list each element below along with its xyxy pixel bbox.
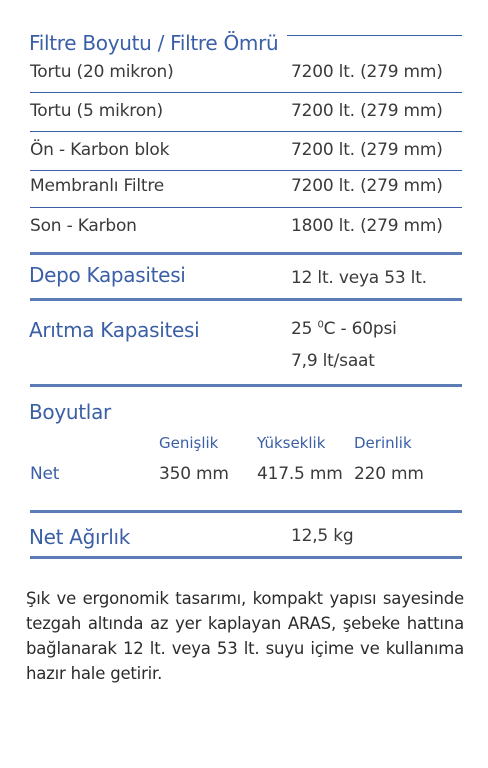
filter-row-value: 7200 lt. (279 mm) [291,62,443,82]
filter-row-value: 7200 lt. (279 mm) [291,101,443,121]
section-divider [30,252,462,255]
product-description: Şık ve ergonomik tasarımı, kompakt yapısı sayesinde tezgah altında az yer kaplayan ARAS, şebeke hattına bağlanarak 12 lt. veya 53 lt. suyu içime ve kullanıma hazır hale getirir. [26,589,464,683]
purification-value-line1 [291,319,397,339]
section-divider [30,298,462,301]
filter-row-value: 7200 lt. (279 mm) [291,176,443,196]
row-divider [30,92,462,93]
tank-value: 12 lt. veya 53 lt. [291,268,427,288]
net-label: Net [30,464,60,484]
row-divider [30,170,462,171]
weight-title: Net Ağırlık [29,525,131,549]
title-divider [287,35,462,36]
filter-row-name: Ön - Karbon blok [30,140,170,160]
purification-title: Arıtma Kapasitesi [29,318,200,342]
dimensions-title: Boyutlar [29,400,111,424]
pressure-value: C - 60psi [323,319,397,339]
depth-header: Derinlik [354,434,412,452]
tank-title: Depo Kapasitesi [29,263,186,287]
filter-row-name: Tortu (20 mikron) [30,62,174,82]
height-value: 417.5 mm [257,464,343,484]
height-header: Yükseklik [257,434,326,452]
filter-row-value: 1800 lt. (279 mm) [291,216,443,236]
filter-section-title: Filtre Boyutu / Filtre Ömrü [29,31,279,55]
section-divider [30,556,462,559]
filter-row-name: Son - Karbon [30,216,137,236]
width-header: Genişlik [159,434,219,452]
filter-row-name: Tortu (5 mikron) [30,101,163,121]
row-divider [30,207,462,208]
purification-value-line2: 7,9 lt/saat [291,351,375,371]
row-divider [30,131,462,132]
filter-row-value: 7200 lt. (279 mm) [291,140,443,160]
temperature-value: 25 [291,319,318,339]
section-divider [30,384,462,387]
depth-value: 220 mm [354,464,424,484]
filter-row-name: Membranlı Filtre [30,176,165,196]
degree-sup: 0 [317,319,324,331]
weight-value: 12,5 kg [291,526,354,546]
section-divider [30,510,462,513]
width-value: 350 mm [159,464,229,484]
